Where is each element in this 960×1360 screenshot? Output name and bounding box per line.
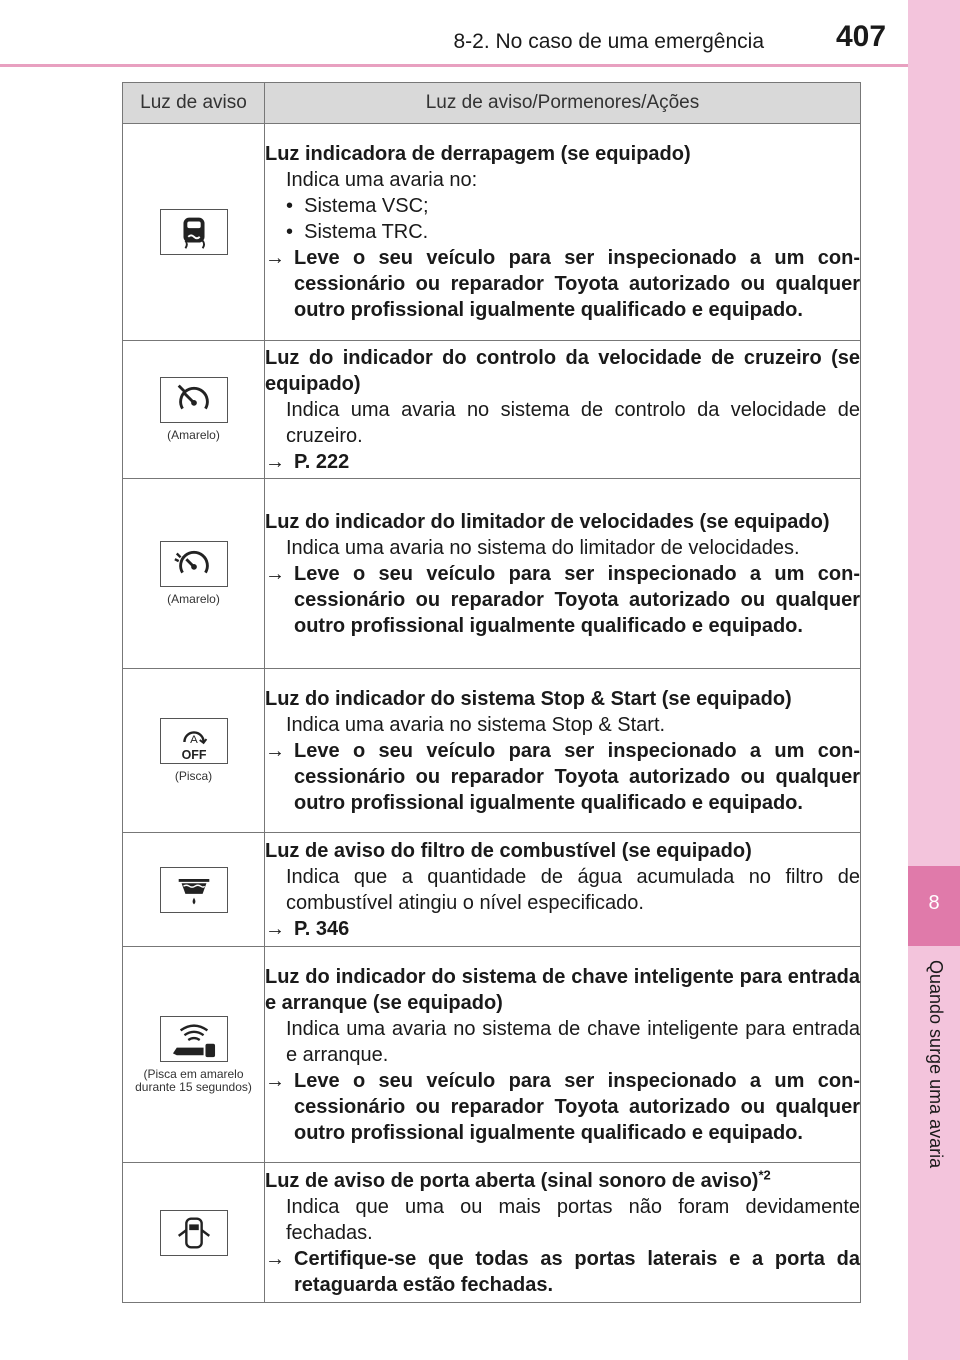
light-action: → P. 346 [265,917,350,940]
arrow-icon: → [265,739,285,762]
light-description: Indica uma avaria no sistema de chave inteligente para entrada e arranque. [286,1017,860,1066]
arrow-icon: → [265,917,285,940]
arrow-icon: → [265,247,285,269]
icon-note: (Pisca em amarelo durante 15 segundos) [135,1066,252,1094]
arrow-icon: → [265,450,285,473]
stop-start-off-icon [160,718,228,764]
light-action: → P. 222 [265,450,350,473]
table-header-row [123,83,861,124]
icon-note: (Amarelo) [167,428,220,442]
icon-cell [123,341,265,479]
column-header-details: Luz de aviso/Pormenores/Ações [265,83,861,124]
light-title: Luz indicadora de derrapagem (se equipado) [265,143,691,165]
door-open-icon [160,1210,228,1256]
light-action: → Leve o seu veículo para ser inspecionado a um concessionário ou reparador Toyota autorizado ou qualquer outro profissional igualmente qualificado e equipado. [265,1069,860,1144]
table-row [123,1163,861,1303]
light-title: Luz de aviso do filtro de combustível (se equipado) [265,839,752,862]
list-item: • Sistema VSC; [286,195,429,217]
light-title: Luz do indicador do sistema Stop & Start (se equipado) [265,687,792,710]
light-action: → Certifique-se que todas as portas laterais e a porta da retaguarda estão fechadas. [265,1247,860,1296]
list-item: • Sistema TRC. [286,221,429,243]
description-cell [265,479,861,669]
icon-cell [123,1163,265,1303]
light-action: → Leve o seu veículo para ser inspecionado a um concessionário ou reparador Toyota autorizado ou qualquer outro profissional igualmente qualificado e equipado. [265,247,860,321]
icon-note: (Amarelo) [167,592,220,606]
chapter-number: 8 [928,892,940,914]
light-title: Luz do indicador do sistema de chave inteligente para entrada e arranque (se equipado) [265,965,860,1014]
arrow-icon: → [265,1247,285,1270]
icon-note: (Pisca) [174,769,213,783]
skid-indicator-icon [160,209,228,255]
arrow-icon: → [265,562,285,585]
cruise-control-fault-icon [160,377,228,423]
smart-key-system-icon [160,1016,228,1062]
description-cell [265,124,861,341]
icon-cell [123,947,265,1163]
chapter-title: Quando surge uma avaria [926,960,946,1169]
stop-start-letter: A [189,733,198,746]
light-description: Indica uma avaria no sistema Stop & Start. [286,713,666,736]
table-row [123,124,861,341]
header-rule [0,64,908,67]
chapter-number-box [908,866,960,946]
light-title: Luz do indicador do limitador de velocidades (se equipado) [265,510,830,533]
footnote-mark: *2 [758,1166,771,1182]
icon-cell [123,833,265,947]
icon-cell [123,124,265,341]
page-number: 407 [836,20,887,53]
stop-start-off-label: OFF [181,748,206,763]
light-title: Luz de aviso de porta aberta (sinal sonoro de aviso)$^{*2}$ [265,1166,771,1192]
description-cell [265,341,861,479]
description-cell [265,833,861,947]
table-row [123,833,861,947]
light-description: Indica uma avaria no: [286,169,478,191]
light-description: Indica uma avaria no sistema do limitador de velocidades. [286,536,800,559]
light-action: → Leve o seu veículo para ser inspecionado a um concessionário ou reparador Toyota autorizado ou qualquer outro profissional igualmente qualificado e equipado. [265,562,860,637]
table-row [123,341,861,479]
speed-limiter-fault-icon [160,541,228,587]
icon-cell [123,479,265,669]
section-title: 8-2. No caso de uma emergência [453,30,764,53]
table-row [123,669,861,833]
column-header-light: Luz de aviso [123,83,265,124]
light-action: → Leve o seu veículo para ser inspecionado a um concessionário ou reparador Toyota autorizado ou qualquer outro profissional igualmente qualificado e equipado. [265,739,860,814]
description-cell [265,947,861,1163]
light-title: Luz do indicador do controlo da velocidade de cruzeiro (se equipado) [265,346,860,395]
light-description: Indica que uma ou mais portas não foram devidamente fechadas. [286,1195,860,1244]
light-description: Indica que a quantidade de água acumulada no filtro de combustível atingiu o nível especificado. [286,865,860,914]
fuel-filter-warning-icon [160,867,228,913]
description-cell [265,1163,861,1303]
arrow-icon: → [265,1069,285,1092]
icon-cell [123,669,265,833]
light-description: Indica uma avaria no sistema de controlo da velocidade de cruzeiro. [286,398,860,447]
table-row [123,947,861,1163]
table-row [123,479,861,669]
description-cell [265,669,861,833]
warning-lights-table [122,82,861,1303]
